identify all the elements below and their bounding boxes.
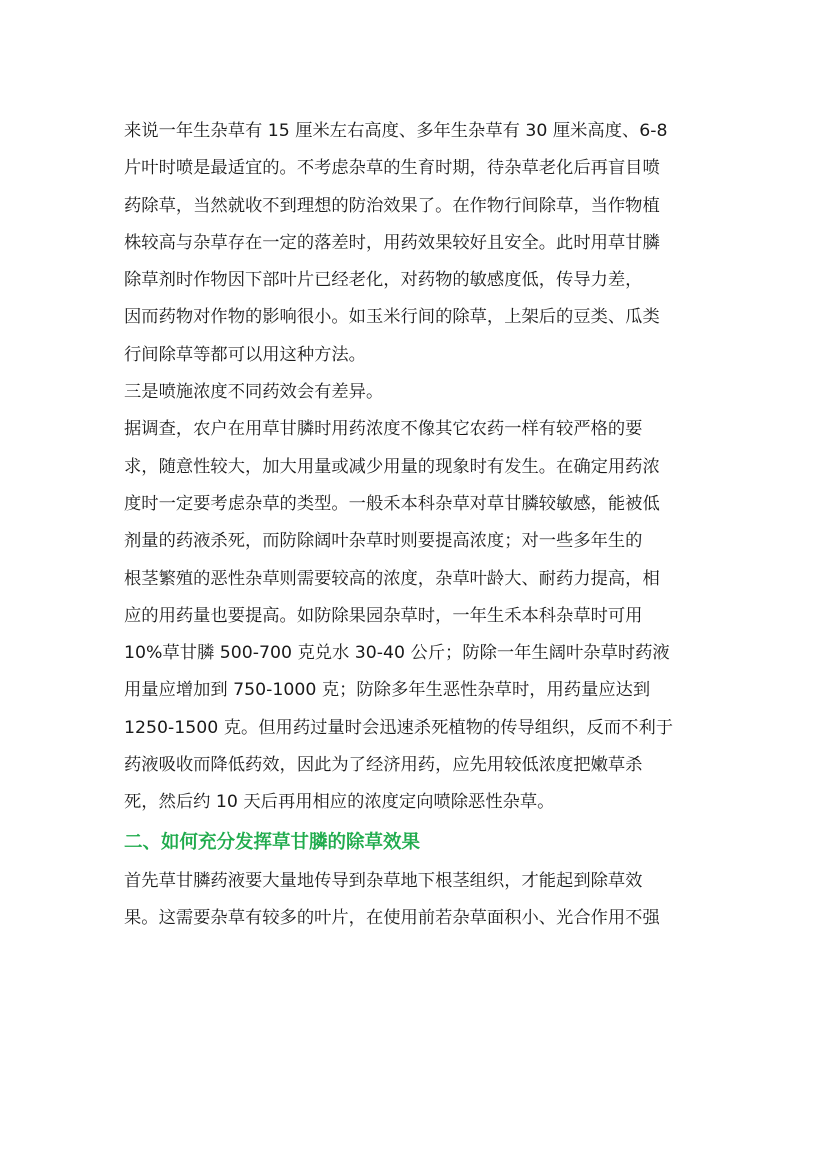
- text-line: 药液吸收而降低药效，因此为了经济用药，应先用较低浓度把嫩草杀: [124, 755, 643, 776]
- text-line: 行间除草等都可以用这种方法。: [124, 344, 366, 365]
- text-line: 首先草甘膦药液要大量地传导到杂草地下根茎组织，才能起到除草效: [124, 870, 643, 891]
- text-line: 1250-1500 克。但用药过量时会迅速杀死植物的传导组织，反而不利于: [124, 717, 674, 738]
- paragraph-herbicide-effect: [124, 863, 709, 938]
- text-line: 求，随意性较大，加大用量或减少用量的现象时有发生。在确定用药浓: [124, 456, 660, 477]
- document-body: [124, 113, 709, 937]
- text-line: 株较高与杂草存在一定的落差时，用药效果较好且安全。此时用草甘膦: [124, 232, 660, 253]
- text-line: 除草剂时作物因下部叶片已经老化，对药物的敏感度低，传导力差，: [124, 270, 643, 291]
- text-line: 10%草甘膦 500-700 克兑水 30-40 公斤；防除一年生阔叶杂草时药液: [124, 643, 670, 664]
- text-line: 用量应增加到 750-1000 克；防除多年生恶性杂草时，用药量应达到: [124, 680, 651, 701]
- point-3-title: 三是喷施浓度不同药效会有差异。: [124, 382, 384, 403]
- paragraph-weeding-timing: [124, 113, 709, 374]
- text-line: 死，然后约 10 天后再用相应的浓度定向喷除恶性杂草。: [124, 792, 555, 813]
- text-line: 果。这需要杂草有较多的叶片，在使用前若杂草面积小、光合作用不强: [124, 907, 660, 928]
- text-line: 剂量的药液杀死，而防除阔叶杂草时则要提高浓度；对一些多年生的: [124, 531, 643, 552]
- text-line: 片叶时喷是最适宜的。不考虑杂草的生育时期，待杂草老化后再盲目喷: [124, 158, 660, 179]
- text-line: 根茎繁殖的恶性杂草则需要较高的浓度，杂草叶龄大、耐药力提高，相: [124, 568, 660, 589]
- text-line: 据调查，农户在用草甘膦时用药浓度不像其它农药一样有较严格的要: [124, 419, 643, 440]
- section-2-heading: 二、如何充分发挥草甘膦的除草效果: [124, 831, 421, 853]
- text-line: 度时一定要考虑杂草的类型。一般禾本科杂草对草甘膦较敏感，能被低: [124, 493, 660, 514]
- text-line: 来说一年生杂草有 15 厘米左右高度、多年生杂草有 30 厘米高度、6-8: [124, 121, 668, 141]
- text-line: 因而药物对作物的影响很小。如玉米行间的除草，上架后的豆类、瓜类: [124, 307, 660, 328]
- paragraph-spray-concentration: [124, 411, 709, 821]
- text-line: 应的用药量也要提高。如防除果园杂草时，一年生禾本科杂草时可用: [124, 605, 643, 626]
- text-line: 药除草，当然就收不到理想的防治效果了。在作物行间除草，当作物植: [124, 195, 660, 216]
